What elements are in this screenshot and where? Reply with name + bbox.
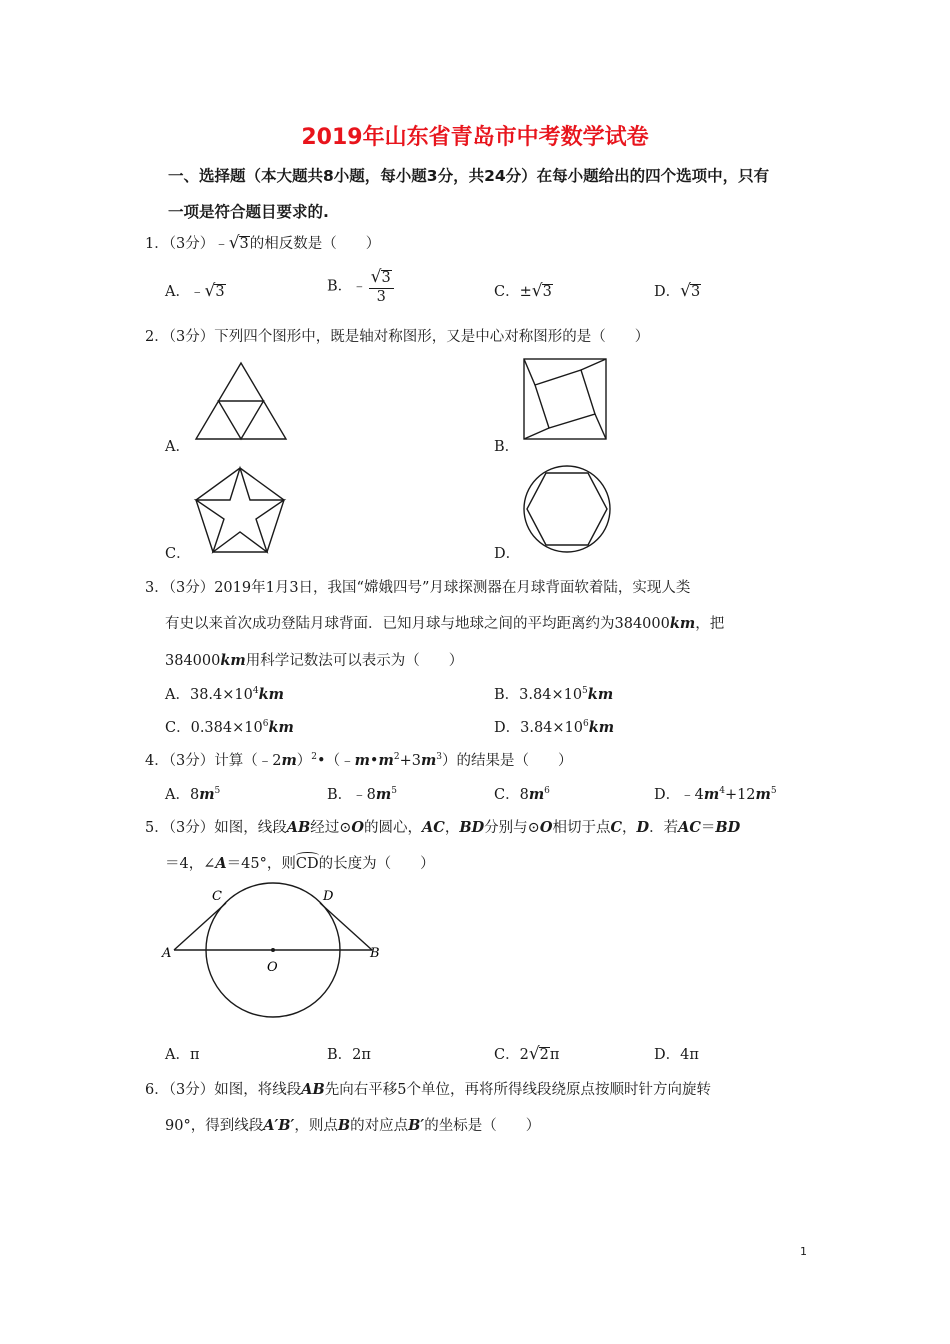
question-3-stem-line1: 3．（3分）2019年1月3日，我国“嫦娥四号”月球探测器在月球背面软着陆，实现人类 (145, 580, 691, 596)
question-3-option-c[interactable]: C．$0.384\times 10^6km$ (165, 719, 294, 736)
figure-label-c: C (212, 889, 222, 904)
figure-label-o: O (267, 960, 278, 975)
question-1-stem: 1．（3分）﹣√3的相反数是（ ） (145, 233, 381, 253)
question-6-stem-line1: 6．（3分）如图，将线段AB先向右平移5个单位，再将所得线段绕原点按顺时针方向旋转 (145, 1081, 711, 1098)
question-5-option-d[interactable]: D．4π (654, 1047, 699, 1063)
question-4-option-d[interactable]: D．$﹣4m^4+12m^5$ (654, 786, 777, 803)
section-header-line1: 一、选择题（本大题共8小题，每小题3分，共24分）在每小题给出的四个选项中，只有 (168, 167, 770, 185)
question-2-option-b[interactable]: B． (494, 439, 520, 455)
section-header-line2: 一项是符合题目要求的. (168, 203, 329, 221)
figure-pentagon-star (194, 466, 286, 554)
question-1-option-c[interactable]: C．±√3 (494, 281, 552, 301)
question-4-option-b[interactable]: B．$﹣8m^5$ (327, 786, 397, 803)
page-title: 2019年山东省青岛市中考数学试卷 (301, 125, 649, 150)
question-3-option-a[interactable]: A．$38.4\times 10^4km$ (165, 686, 284, 703)
figure-hexagon-in-circle (523, 465, 611, 553)
figure-label-a: A (162, 946, 172, 961)
question-6-stem-line2: 90°，得到线段A′B′，则点B的对应点B′的坐标是（ ） (165, 1117, 541, 1134)
question-3-stem-line2: 有史以来首次成功登陆月球背面．已知月球与地球之间的平均距离约为384000km，把 (165, 615, 725, 632)
question-4-stem: 4．（3分）计算$(﹣2m)^2•(﹣m•m^2+3m^3)$的结果是（ ） (145, 752, 573, 769)
question-4-option-a[interactable]: A．$8m^5$ (165, 786, 221, 803)
question-3-stem-line3: 384000km用科学记数法可以表示为（ ） (165, 652, 464, 669)
figure-square-pinwheel (523, 358, 607, 440)
figure-triangle-subdivided (195, 362, 287, 440)
question-2-option-a[interactable]: A． (165, 439, 190, 455)
question-5-option-c[interactable]: C．2√2π (494, 1044, 560, 1064)
question-5-option-b[interactable]: B．2π (327, 1047, 371, 1063)
figure-label-b: B (370, 946, 380, 961)
question-1-option-d[interactable]: D．√3 (654, 281, 701, 301)
question-2-stem: 2．（3分）下列四个图形中，既是轴对称图形，又是中心对称图形的是（ ） (145, 329, 650, 345)
question-2-option-d[interactable]: D． (494, 546, 521, 562)
question-5-stem-line1: 5．（3分）如图，线段AB经过⊙O的圆心，AC，BD分别与⊙O相切于点C，D．若AC＝BD (145, 819, 741, 836)
question-1-option-b[interactable]: B．﹣ $\frac{√3}{3}$ (327, 268, 396, 305)
page-number: 1 (800, 1245, 807, 1258)
question-5-option-a[interactable]: A．π (165, 1047, 200, 1063)
figure-label-d: D (323, 889, 334, 904)
question-5-stem-line2: ＝4，∠A＝45°，则CD的长度为（ ） (165, 855, 435, 872)
question-3-option-d[interactable]: D．$3.84\times 10^6km$ (494, 719, 615, 736)
question-4-option-c[interactable]: C．$8m^6$ (494, 786, 550, 803)
question-3-option-b[interactable]: B．$3.84\times 10^5km$ (494, 686, 614, 703)
question-1-option-a[interactable]: A．﹣√3 (165, 281, 225, 301)
figure-circle-tangents (160, 880, 390, 1040)
question-2-option-c[interactable]: C． (165, 546, 191, 562)
